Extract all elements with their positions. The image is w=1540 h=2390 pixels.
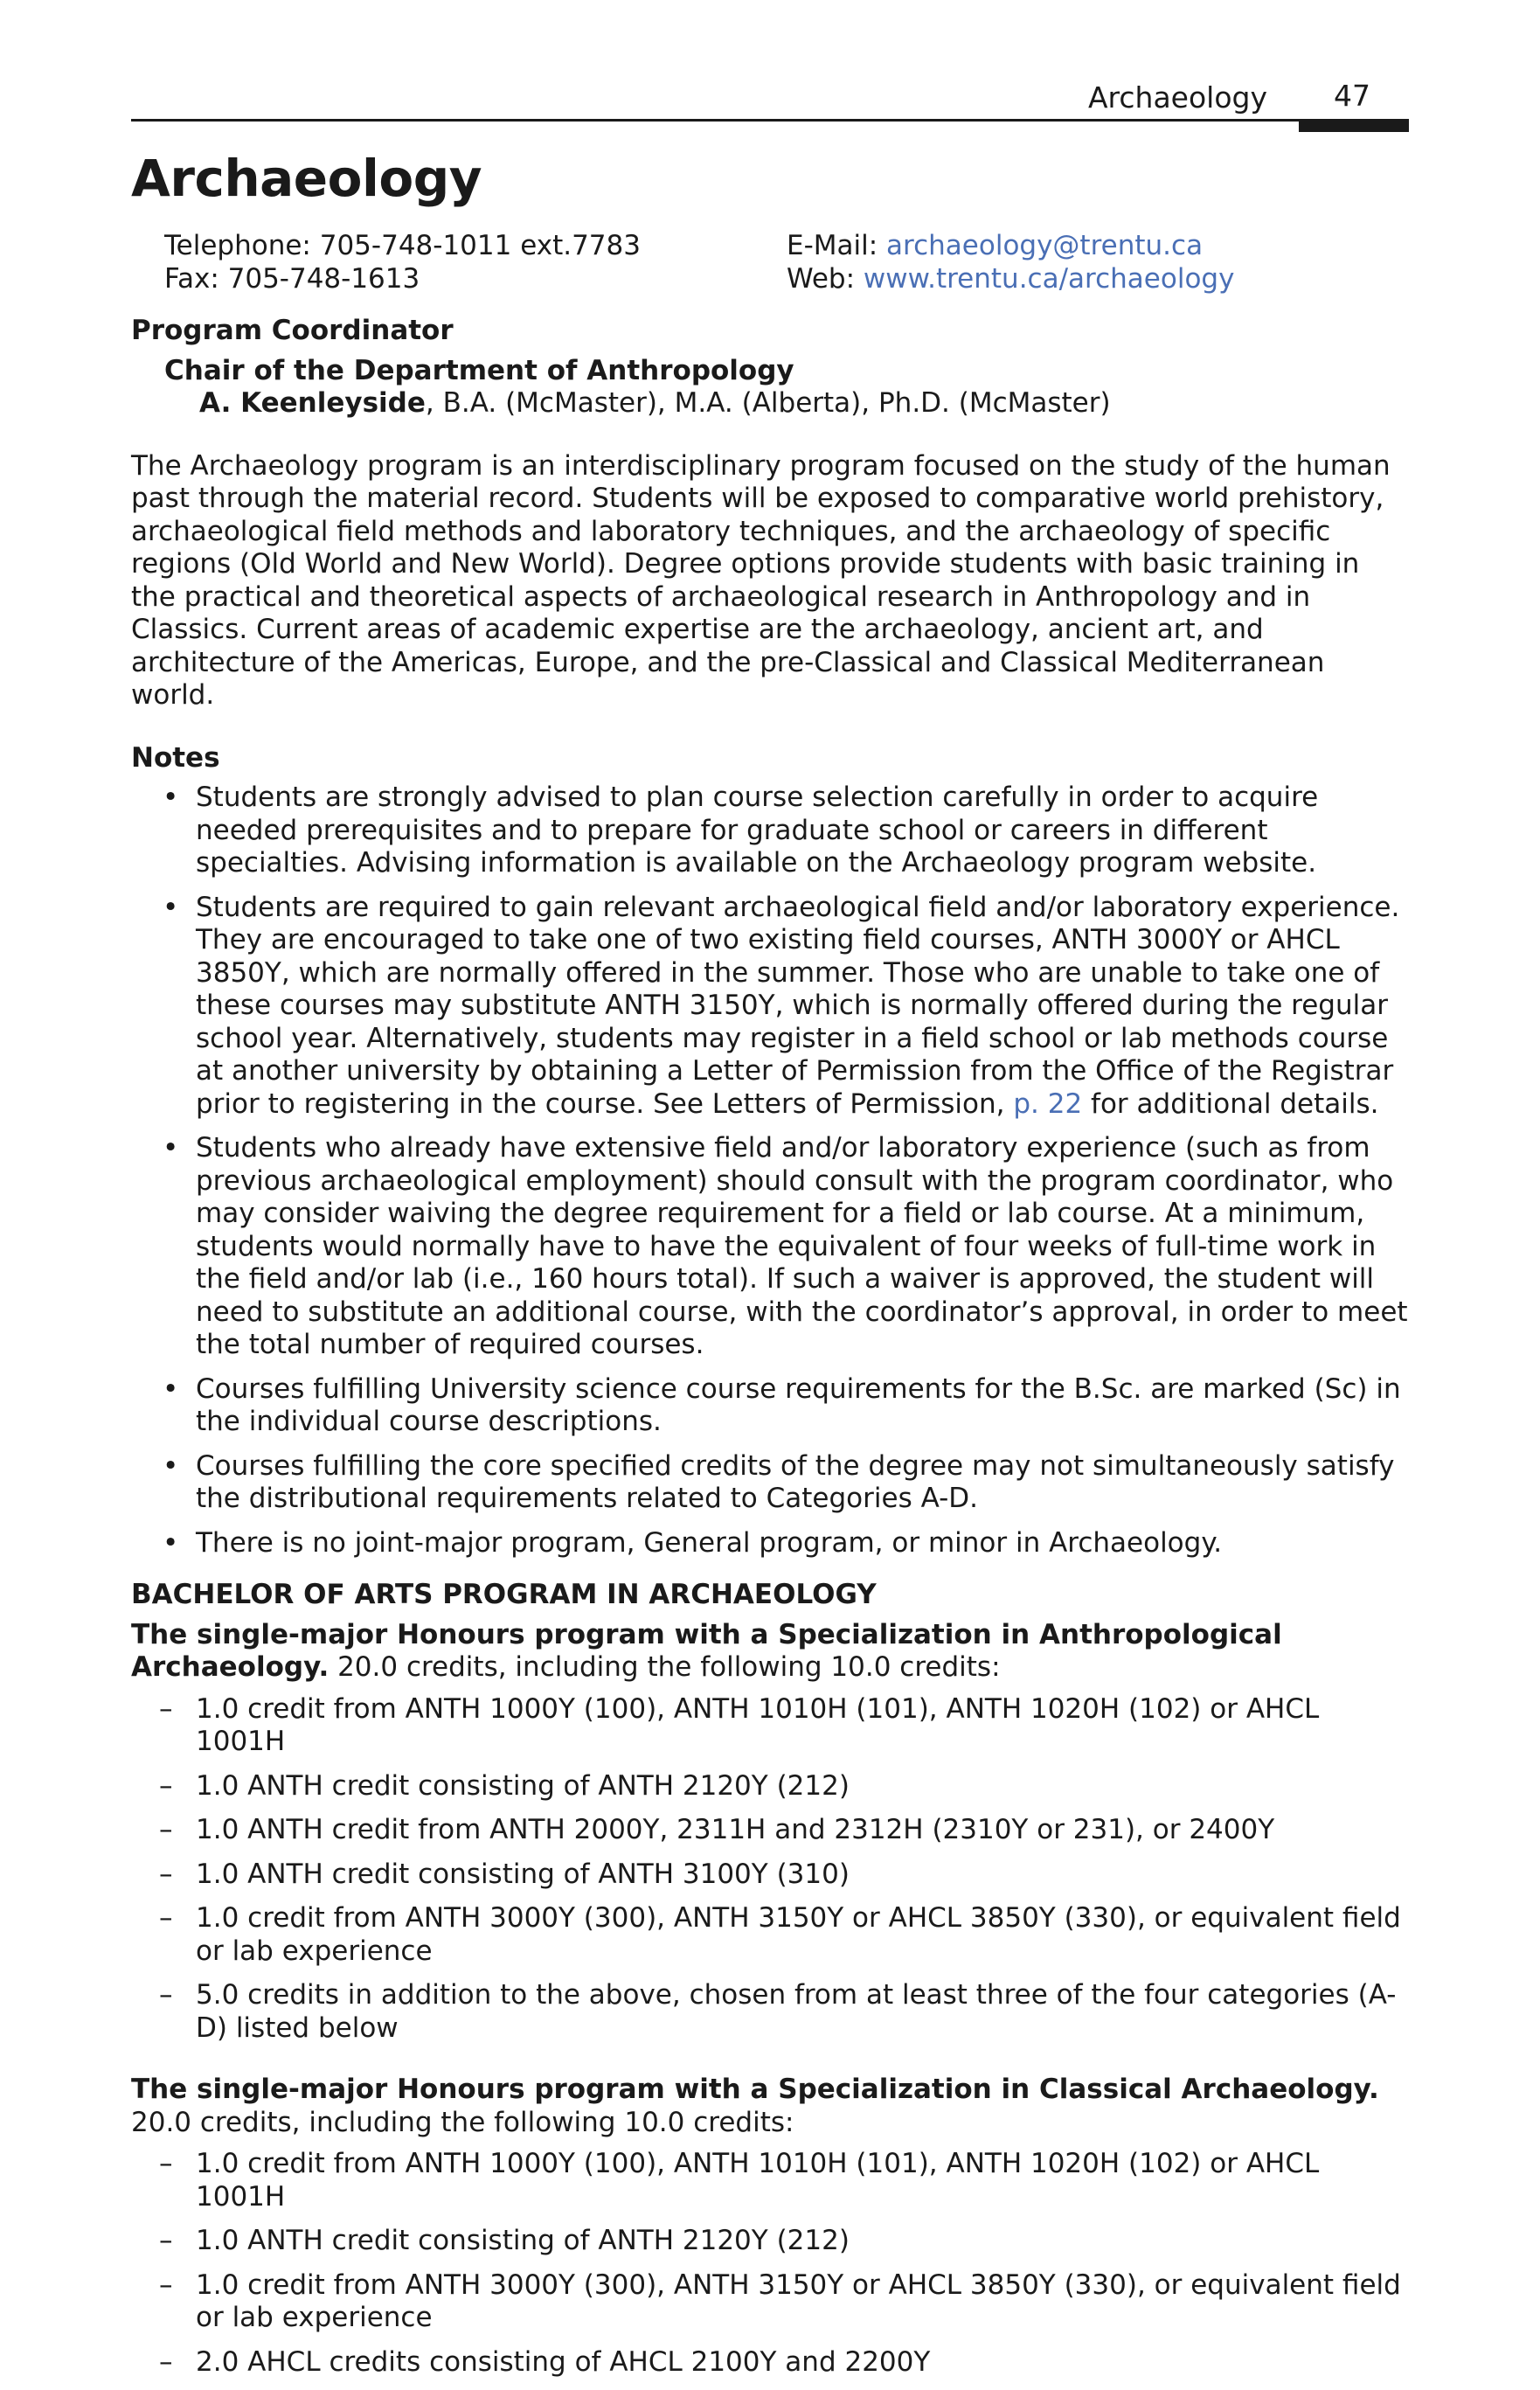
requirement-text: 5.0 credits in addition to the above, chosen from at least three of the four categories (A-D) listed below [196,1979,1397,2044]
requirement-text: 1.0 credit from ANTH 3000Y (300), ANTH 3150Y or AHCL 3850Y (330), or equivalent field or lab experience [196,1902,1401,1967]
requirement-text: 1.0 ANTH credit consisting of ANTH 2120Y (212) [196,1769,850,1802]
coordinator-heading: Program Coordinator [131,315,454,346]
bullet-icon: • [163,891,179,923]
email-line [787,229,1234,262]
requirement-text: 1.0 ANTH credit consisting of ANTH 2120Y (212) [196,2225,850,2256]
note-text: Students are required to gain relevant archaeological field and/or laboratory experience. They are encouraged to take one of two existing field courses, ANTH 3000Y or AHCL 3850Y, which are normally offered in the summer. Those who are unable to take one of these courses may substitute ANTH 3150Y, which is normally offered during the regular school year. Alternatively, students may register in a field school or lab methods course at another university by obtaining a Letter of Permission from the Office of the Registrar prior to registering in the course. See Letters of Permission, [196,891,1400,1120]
dash-icon: – [159,2345,173,2378]
fax: Fax: 705-748-1613 [164,263,420,295]
requirement-text: 1.0 ANTH credit consisting of ANTH 3100Y (310) [196,1858,850,1890]
web-link[interactable]: www.trentu.ca/archaeology [863,263,1235,295]
header-tab [1299,119,1409,132]
bullet-icon: • [163,1132,179,1164]
note-item [131,1132,1409,1362]
coordinator-name: A. Keenleyside [199,387,426,419]
bullet-icon: • [163,1526,179,1559]
dash-icon: – [159,2225,173,2256]
notes-list [131,782,1409,1560]
header-rule [131,119,1409,122]
requirement-item [131,1814,1409,1847]
note-item [131,892,1409,1122]
note-text: Students are strongly advised to plan course selection carefully in order to acquire needed prerequisites and to prepare for graduate school or careers in different specialties. Advising information is available on the Archaeology program website. [196,782,1319,879]
note-text: Courses fulfilling University science course requirements for the B.Sc. are marked (Sc) in the individual course descriptions. [196,1372,1401,1437]
requirement-text: 2.0 AHCL credits consisting of AHCL 2100Y and 2200Y [196,2345,931,2378]
classical-program-heading [131,2074,1409,2139]
dash-icon: – [159,1858,173,1890]
bullet-icon: • [163,782,179,813]
dash-icon: – [159,1769,173,1802]
requirement-item [131,2346,1409,2380]
note-item [131,1373,1409,1439]
requirement-item [131,1859,1409,1892]
note-text: Students who already have extensive field and/or laboratory experience (such as from previous archaeological employment) should consult with the program coordinator, who may consider waiving the degree requirement for a field or lab course. At a minimum, students would normally have to have the equivalent of four weeks of full-time work in the field and/or lab (i.e., 160 hours total). If such a waiver is approved, the student will need to substitute an additional course, with the coordinator’s approval, in order to meet the total number of required courses. [196,1132,1408,1360]
web-label: Web: [787,263,864,295]
requirement-text: 1.0 credit from ANTH 1000Y (100), ANTH 1010H (101), ANTH 1020H (102) or AHCL 1001H [196,2148,1320,2213]
requirement-item [131,1693,1409,1759]
contact-phone-block [164,229,641,295]
note-item [131,1450,1409,1516]
requirement-text: 1.0 credit from ANTH 3000Y (300), ANTH 3150Y or AHCL 3850Y (330), or equivalent field or lab experience [196,2268,1401,2333]
requirement-item [131,2148,1409,2213]
anthropological-requirements [131,1693,1409,2046]
requirement-text: 1.0 ANTH credit from ANTH 2000Y, 2311H and 2312H (2310Y or 231), or 2400Y [196,1814,1275,1845]
email-label: E-Mail: [787,230,887,261]
classical-requirements [131,2148,1409,2379]
note-text-tail: for additional details. [1082,1087,1379,1120]
note-text: There is no joint-major program, General program, or minor in Archaeology. [196,1526,1223,1559]
requirement-item [131,2269,1409,2335]
dash-icon: – [159,1692,173,1725]
coordinator-role: Chair of the Department of Anthropology [164,354,794,386]
anthropological-program-credits: 20.0 credits, including the following 10.0 credits: [329,1651,1001,1683]
requirement-item [131,2225,1409,2258]
page-title: Archaeology [131,149,482,208]
classical-program-title: The single-major Honours program with a Specialization in Classical Archaeology. [131,2074,1379,2105]
contact-web-block [787,229,1234,295]
page-number: 47 [1334,79,1370,113]
ba-heading: BACHELOR OF ARTS PROGRAM IN ARCHAEOLOGY [131,1579,877,1610]
dash-icon: – [159,2148,173,2179]
note-item [131,782,1409,880]
telephone: Telephone: 705-748-1011 ext.7783 [164,230,641,261]
page-ref-link[interactable]: p. 22 [1013,1087,1083,1120]
note-item [131,1527,1409,1560]
email-link[interactable]: archaeology@trentu.ca [886,230,1204,261]
running-title: Archaeology [1087,80,1267,115]
requirement-item [131,1902,1409,1968]
requirement-item [131,1770,1409,1803]
anthropological-program-heading [131,1619,1409,1685]
dash-icon: – [159,2268,173,2301]
spacer [131,2056,1409,2074]
dash-icon: – [159,1814,173,1845]
coordinator-person [199,387,1409,420]
anthropological-program-title: The single-major Honours program with a Specialization in Anthropological Archaeology. [131,1618,1282,1683]
bullet-icon: • [163,1449,179,1482]
dash-icon: – [159,1902,173,1934]
intro-paragraph: The Archaeology program is an interdisciplinary program focused on the study of the human past through the material record. Students will be exposed to comparative world prehistory, archaeological field methods and laboratory techniques, and the archaeology of specific regions (Old World and New World). Degree options provide students with basic training in the practical and theoretical aspects of archaeological research in Anthropology and in Classics. Current areas of academic expertise are the archaeology, ancient art, and architecture of the Americas, Europe, and the pre-Classical and Classical Mediterranean world. [131,449,1391,711]
web-line [787,262,1234,295]
note-text: Courses fulfilling the core specified credits of the degree may not simultaneously satisfy the distributional requirements related to Categories A-D. [196,1449,1395,1514]
notes-heading: Notes [131,741,220,774]
requirement-text: 1.0 credit from ANTH 1000Y (100), ANTH 1010H (101), ANTH 1020H (102) or AHCL 1001H [196,1692,1320,1757]
dash-icon: – [159,1979,173,2011]
requirement-item [131,1979,1409,2045]
coordinator-credentials: , B.A. (McMaster), M.A. (Alberta), Ph.D. (McMaster) [425,387,1111,419]
running-header [131,80,1409,119]
classical-program-credits: 20.0 credits, including the following 10.0 credits: [131,2106,794,2138]
body [131,315,1409,2390]
bullet-icon: • [163,1372,179,1405]
